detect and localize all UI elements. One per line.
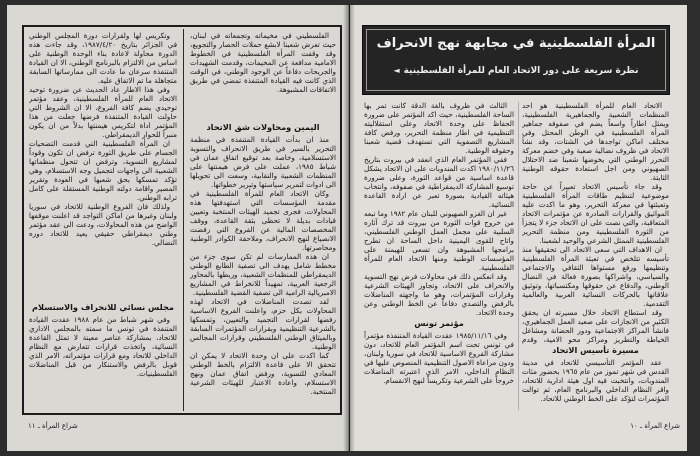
- text-block: [190, 31, 336, 121]
- article-header-box: [362, 25, 670, 95]
- article-column-right-page-right: [522, 101, 669, 412]
- paragraph: ولذلك فان الفروع الوطنية للاتحاد في سوريا ولبنان وغيرها من اماكن التواجد قد اعلنت موقفها الواضح من هذه المحاولات، ودعت الى عقد مؤتمر وطني ديمقراطي حقيقي يعيد للاتحاد دوره النضالي.: [29, 202, 177, 247]
- page-footer: شراع المرأة ـ ١٠: [630, 422, 680, 430]
- text-block: [522, 101, 669, 344]
- paragraph: وفي شهر شباط من عام ١٩٨٨ عقدت القيادة المتنفذة في تونس ما سمته بالمجلس الاداري للاتحاد، بمشاركة عناصر معينة لا تمثل القاعدة النسائية، واتخذت قرارات تتعارض مع النظام الداخلي للاتحاد ومع قرارات مؤتمراته، الامر الذي قوبل بالرفض والاستنكار من قبل المناضلات الفلسطينيات.: [29, 315, 177, 378]
- triangle-left-icon: ◄: [393, 66, 400, 75]
- paragraph: وقد انعكس ذلك في محاولات فرض نهج التسوية والانحراف على الاتحاد، وتجاوز الهيئات الشرعية وقرارات المؤتمرات، وهو ما واجهته المناضلات بالرفض والتصدي دفاعاً عن الخط الوطني وعن وحدة الاتحاد.: [364, 272, 514, 317]
- paragraph: وكان الاتحاد العام للمرأة الفلسطينية في مقدمة المؤسسات التي استهدفتها هذه المحاولات، فجرى تجميد الهيئات المنتخبة وتعيين قيادات بديلة لا تحظى بثقة القاعدة، ووقف المخصصات المالية عن الفروع التي رفضت الانصياع لنهج الانحراف، وملاحقة الكوادر الوطنية ومحاصرتها.: [190, 189, 336, 252]
- subtitle-row: [371, 64, 661, 78]
- article-column-right-page-left: [364, 101, 514, 412]
- page-footer: شراع المرأة ـ ١١: [28, 422, 78, 430]
- text-block: [190, 135, 336, 405]
- text-block: [364, 331, 514, 412]
- section-heading: مؤتمر تونس: [414, 318, 464, 328]
- paragraph: وفي ١٩٨٥/١١/١٦ عقدت القيادة المتنفذة مؤتمراً في تونس تحت اسم المؤتمر العام للاتحاد، دون مشاركة الفروع الاساسية للاتحاد في سوريا ولبنان، ودون مراعاة الاصول التنظيمية المنصوص عليها في النظام الداخلي، الامر الذي اعتبرته المناضلات خروجاً على الشرعية وتكريساً لنهج الانقسام.: [364, 331, 514, 385]
- paragraph: الاتحاد العام للمرأة الفلسطينية هو احد المنظمات الشعبية والجماهيرية الفلسطينية، ويمثل اطاراً واسعاً يضم في صفوفه جماهير المرأة الفلسطينية في الوطن المحتل وفي مختلف اماكن تواجدها في الشتات، وقد نشأ الاتحاد في ظروف نضالية صعبة وفي خضم معركة التحرر الوطني التي يخوضها شعبنا ضد الاحتلال الصهيوني ومن اجل استعادة حقوقه الوطنية الثابتة.: [522, 101, 669, 182]
- text-block: [522, 358, 669, 412]
- paragraph: الفلسطيني في مخيماته وتجمعاته في لبنان، حيث تعرض شعبنا لابشع حملات الحصار والتجويع، وقد وقفت المرأة الفلسطينية في الخطوط الامامية مدافعة عن المخيمات، وقدمت الشهيدات والجريحات دفاعاً عن الوجود الوطني، في الوقت الذي كانت فيه القيادة المتنفذة تمضي في طريق الاتفاقات المشبوهة.: [190, 31, 336, 94]
- section-heading: اليمين ومحاولات شق الاتحاد: [206, 122, 320, 132]
- paragraph: كما اكدت على ان وحدة الاتحاد لا يمكن ان تتحقق الا على قاعدة الالتزام بالخط الوطني المعادي للتسوية، ورفض اتفاق عمان ونهج الاستسلام، واعادة الاعتبار للهيئات الشرعية المنتخبة.: [190, 351, 336, 396]
- text-block: [29, 31, 177, 301]
- paragraph: وقد جاء تأسيس الاتحاد تعبيراً عن حاجة موضوعية لتنظيم طاقات المرأة الفلسطينية وتعبئتها في معركة التحرير، وهو ما اكدت عليه المواثيق والقرارات الصادرة عن مؤتمرات الاتحاد المتعاقبة، والتي نصت على ان الاتحاد جزء لا يتجزأ من الثورة الفلسطينية ومن منظمة التحرير الفلسطينية الممثل الشرعي والوحيد لشعبنا.: [522, 182, 669, 245]
- section-heading: مسيرة تأسيس الاتحاد: [552, 345, 639, 355]
- article-subtitle: نظرة سريعة على دور الاتحاد العام للمرأة الفلسطينية: [403, 66, 639, 76]
- text-block: [29, 315, 177, 405]
- paragraph: ففي المؤتمر العام الذي انعقد في بيروت بتاريخ ١٩٨٠/١١/٢٦ اكدت المندوبات على ان الاتحاد يشكل قاعدة اساسية من قواعد الثورة، وعلى ضرورة توسيع المشاركة الديمقراطية في صفوفه، وانتخاب هيئاته القيادية بصورة تعبر عن ارادة القاعدة النسائية.: [364, 155, 514, 209]
- paragraph: غير ان الغزو الصهيوني للبنان عام ١٩٨٢ وما تبعه من خروج قوات الثورة من بيروت قد ترك آثاره السلبية على مجمل العمل الوطني الفلسطيني، واتاح للقوى اليمينية داخل الساحة ان تطرح برامجها المشبوهة وان تسعى للهيمنة على المؤسسات الوطنية ومنها الاتحاد العام للمرأة الفلسطينية.: [364, 209, 514, 272]
- paragraph: وقد استطاع الاتحاد خلال مسيرته ان يحقق الكثير من الانجازات على صعيد العمل الجماهيري، فانشأ المراكز الاجتماعية ودور الحضانة ومشاغل الخياطة والتطريز ومراكز محو الامية، وقدم: [522, 308, 669, 344]
- paragraph: وتكريس لها ولقرارات دورة المجلس الوطني في الجزائر بتاريخ ١٩٨٧/٤/٢٠، وقد جاءت هذه الدورة محاولة لاعادة بناء الوحدة الوطنية على اساس من الالتزام بالبرنامج الوطني، الا ان القيادة المتنفذة سرعان ما عادت الى ممارساتها السابقة متجاهلة ما تم الاتفاق عليه.: [29, 31, 177, 85]
- page-spine: [343, 5, 355, 451]
- article-column-left-page-left: [29, 31, 177, 405]
- paragraph: ان المرأة الفلسطينية التي قدمت التضحيات الجسام على طريق الثورة ترفض ان تكون وقوداً لمشاريع التسوية، وترفض ان تتحول منظماتها الشعبية الى واجهات لتجميل وجه الاستسلام، وهي تؤكد تمسكها بحق شعبها في العودة وتقرير المصير واقامة دولته الوطنية المستقلة على كامل ترابه الوطني.: [29, 139, 177, 202]
- text-block: [364, 101, 514, 317]
- article-column-left-page-right: [190, 31, 336, 405]
- column-divider: [183, 29, 184, 411]
- paragraph: منذ ان بدأت القيادة المتنفذة في منظمة التحرير بالسير في طريق الانحراف والتسوية الاستسلامية، وخاصة بعد توقيع اتفاق عمان في شباط ١٩٨٥، عملت على فرض هيمنتها على المنظمات الشعبية والنقابية، وسعت الى تحويلها الى ادوات لتمرير سياستها وتبرير خطواتها.: [190, 135, 336, 189]
- paragraph: عقد المؤتمر التأسيسي للاتحاد في مدينة القدس في شهر تموز من عام ١٩٦٥ بحضور مئات المندوبات، وانتخبت فيه اول هيئة ادارية للاتحاد، واقر النظام الداخلي والبرنامج العام، ثم توالت المؤتمرات لتؤكد على الخط الوطني للاتحاد.: [522, 358, 669, 403]
- paragraph: لقد تصدت المناضلات في الاتحاد لهذه المحاولات بكل حزم، واعلنت الفروع الاساسية رفضها لقرارات التجميد والتعيين، وتمسكها بالشرعية التنظيمية وبقرارات المؤتمرات السابقة وبالميثاق الوطني الفلسطيني وقرارات المجالس الوطنية.: [190, 297, 336, 351]
- paragraph: ان الاهداف التي سعى الاتحاد الى تحقيقها منذ تأسيسه تتلخص في تعبئة المرأة الفلسطينية وتنظيمها ورفع مستواها الثقافي والاجتماعي والسياسي، واشراكها بصورة فعالة في النضال الوطني، والدفاع عن حقوقها ومكتسباتها، وتوثيق علاقاتها بالحركات النسائية العربية والعالمية التقدمية.: [522, 245, 669, 308]
- section-heading: مجلس نسائي للانحراف والاستسلام: [32, 302, 174, 312]
- article-title: المرأة الفلسطينية في مجابهة نهج الانحراف: [376, 36, 656, 51]
- paragraph: وفي هذا الاطار عاد الحديث عن ضرورة توحيد الاتحاد العام للمرأة الفلسطينية، وعقد مؤتمر توحيدي يضم كافة الفروع، الا ان الشروط التي حاولت القيادة المتنفذة فرضها جعلت من هذا المؤتمر اداة لتكريس هيمنتها بدلاً من ان يكون منبراً للحوار الديمقراطي.: [29, 85, 177, 139]
- paragraph: ان هذه الممارسات لم تكن سوى جزء من مخطط شامل يهدف الى تصفية الطابع الوطني الديمقراطي للمنظمات الشعبية، وربطها بالمحاور الرجعية العربية، تمهيداً للانخراط في المشاريع الامبريالية الرامية الى تصفية القضية الفلسطينية.: [190, 252, 336, 297]
- paragraph: الثالث في ظروف بالغة الدقة كانت تمر بها الساحة الفلسطينية، حيث اكد المؤتمر على ضرورة الحفاظ على وحدة الاتحاد وعلى استقلاليته التنظيمية في اطار منظمة التحرير، ورفض كافة المشاريع التصفوية التي تستهدف قضية شعبنا وحقوقه الوطنية.: [364, 101, 514, 155]
- column-divider: [518, 102, 519, 410]
